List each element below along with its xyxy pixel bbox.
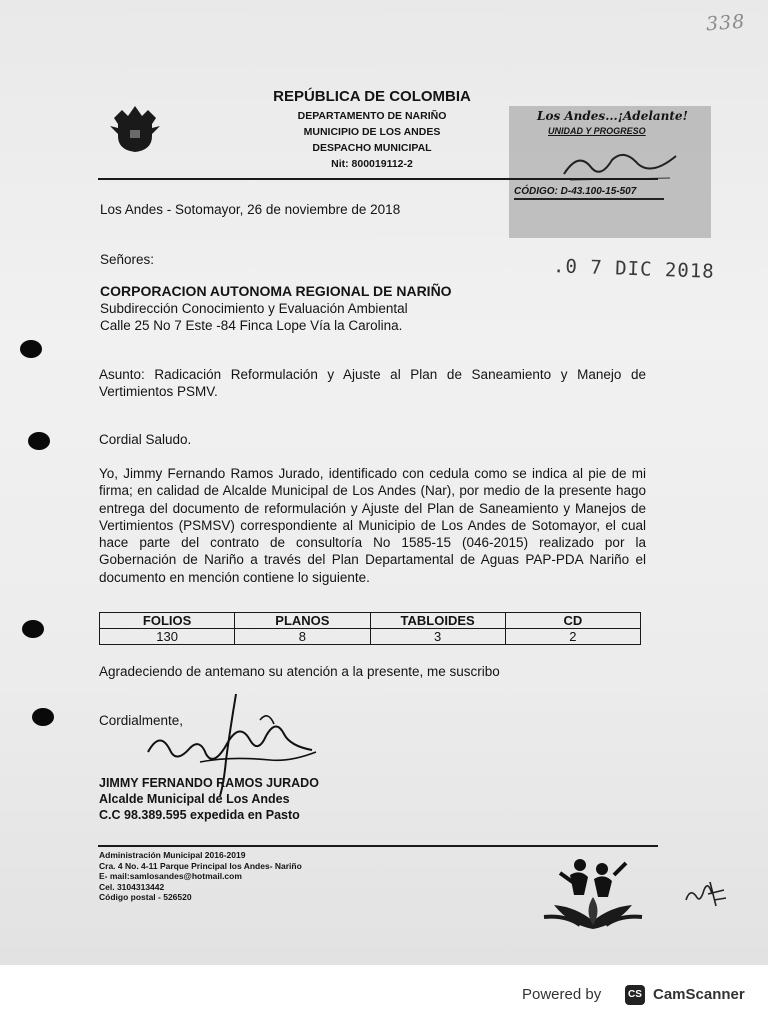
- recipient-department: Subdirección Conocimiento y Evaluación Ambiental: [100, 301, 408, 316]
- signer-block: [99, 775, 319, 823]
- footer-contact: [99, 850, 302, 903]
- stamp-slogan: Los Andes...¡Adelante!: [537, 109, 688, 123]
- stamp-underline: [514, 198, 664, 200]
- handwritten-initials: [680, 870, 730, 910]
- signer-title: Alcalde Municipal de Los Andes: [99, 792, 290, 806]
- binder-hole: [20, 340, 42, 358]
- letterhead-line: DESPACHO MUNICIPAL: [312, 142, 432, 154]
- footer-line: Administración Municipal 2016-2019: [99, 850, 246, 860]
- received-date-stamp: .0 7 DIC 2018: [552, 255, 716, 283]
- greeting: Cordial Saludo.: [99, 432, 192, 447]
- recipient-block: [100, 283, 452, 334]
- signer-name: JIMMY FERNANDO RAMOS JURADO: [99, 776, 319, 790]
- sign-off: Cordialmente,: [99, 713, 184, 728]
- binder-hole: [28, 432, 50, 450]
- contents-table: [99, 612, 641, 645]
- recipient-address: Calle 25 No 7 Este -84 Finca Lope Vía la Carolina.: [100, 318, 403, 333]
- table-cell: 130: [100, 629, 235, 645]
- body-paragraph: Yo, Jimmy Fernando Ramos Jurado, identificado con cedula como se indica al pie de mi firma; en calidad de Alcalde Municipal de Los Andes (Nar), por medio de la presente hago entrega del documento de reformulación y Ajuste del Plan de Saneamiento y Manejos de Vertimientos (PSMSV) correspondiente al Municipio de Los Andes de Sotomayor, el cual hace parte del contrato de consultoría No 1585-15 (046-2015) realizado por la Gobernación de Nariño a través del Plan Departamental de Aguas PAP-PDA Nariño el documento en mención contiene lo siguiente.: [99, 466, 646, 585]
- table-header: FOLIOS: [100, 613, 235, 629]
- camscanner-logo-icon: CS: [625, 985, 645, 1005]
- table-header-row: [100, 613, 641, 629]
- binder-hole: [32, 708, 54, 726]
- footer-line: Cel. 3104313442: [99, 881, 165, 892]
- salutation: Señores:: [100, 252, 155, 267]
- table-row: [100, 629, 641, 645]
- stamp-scribble-icon: [560, 146, 680, 186]
- lotus-logo-icon: [540, 855, 646, 931]
- table-cell: 3: [370, 629, 505, 645]
- footer-line: Cra. 4 No. 4-11 Parque Principal los Andes- Nariño: [99, 860, 302, 871]
- signer-id: C.C 98.389.595 expedida en Pasto: [99, 808, 300, 822]
- table-header: TABLOIDES: [370, 613, 505, 629]
- subject-line: Asunto: Radicación Reformulación y Ajuste al Plan de Saneamiento y Manejo de Vertimientos PSMV.: [99, 367, 646, 399]
- place-date: Los Andes - Sotomayor, 26 de noviembre de 2018: [100, 202, 401, 217]
- letterhead-line: Nit: 800019112-2: [331, 158, 413, 170]
- letterhead-line: DEPARTAMENTO DE NARIÑO: [297, 110, 447, 122]
- closing-line: Agradeciendo de antemano su atención a la presente, me suscribo: [99, 664, 500, 679]
- letterhead-line: MUNICIPIO DE LOS ANDES: [303, 126, 441, 138]
- stamp-subtitle: UNIDAD Y PROGRESO: [548, 126, 646, 136]
- table-header: CD: [505, 613, 640, 629]
- camscanner-name: CamScanner: [653, 986, 745, 1003]
- footer-line: Código postal - 526520: [99, 892, 192, 902]
- letterhead: [250, 88, 494, 172]
- footer-line: E- mail:samlosandes@hotmail.com: [99, 871, 242, 881]
- page-number: 338: [705, 10, 746, 36]
- binder-hole: [22, 620, 44, 638]
- powered-by-label: Powered by: [522, 986, 602, 1003]
- header-rule: [98, 178, 658, 180]
- stamp-code: CÓDIGO: D-43.100-15-507: [514, 186, 637, 197]
- table-cell: 2: [505, 629, 640, 645]
- letterhead-title: REPÚBLICA DE COLOMBIA: [273, 88, 471, 105]
- municipal-crest-icon: [108, 104, 162, 154]
- table-header: PLANOS: [235, 613, 370, 629]
- table-cell: 8: [235, 629, 370, 645]
- recipient-org: CORPORACION AUTONOMA REGIONAL DE NARIÑO: [100, 283, 452, 299]
- footer-rule: [98, 845, 658, 847]
